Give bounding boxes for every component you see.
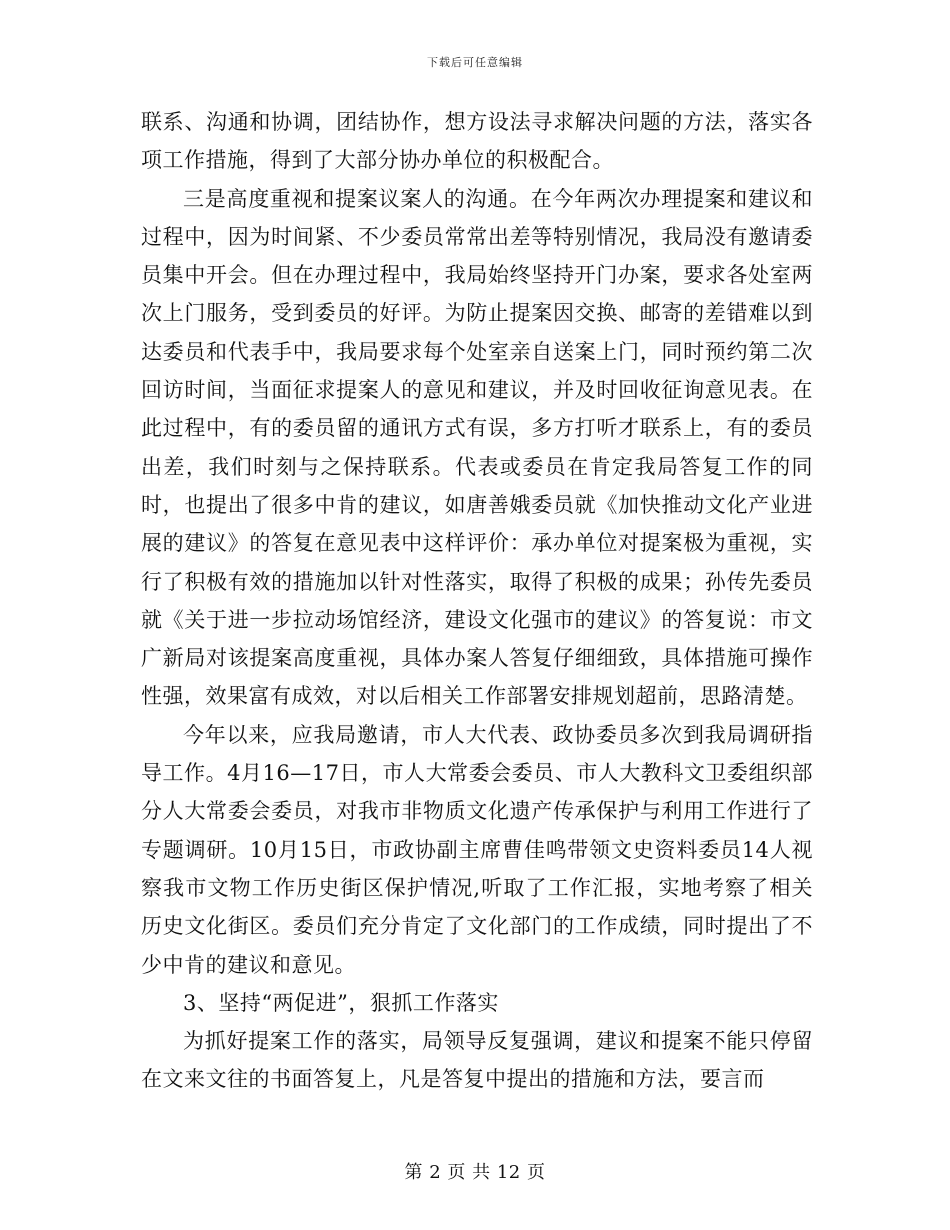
- paragraph-2: 三是高度重视和提案议案人的沟通。在今年两次办理提案和建议和过程中，因为时间紧、不少委员常常出差等特别情况，我局没有邀请委员集中开会。但在办理过程中，我局始终坚持开门办案，要求各处室两次上门服务，受到委员的好评。为防止提案因交换、邮寄的差错难以到达委员和代表手中，我局要求每个处室亲自送案上门，同时预约第二次回访时间，当面征求提案人的意见和建议，并及时回收征询意见表。在此过程中，有的委员留的通讯方式有误，多方打听才联系上，有的委员出差，我们时刻与之保持联系。代表或委员在肯定我局答复工作的同时，也提出了很多中肯的建议，如唐善娥委员就《加快推动文化产业进展的建议》的答复在意见表中这样评价：承办单位对提案极为重视，实行了积极有效的措施加以针对性落实，取得了积极的成果；孙传先委员就《关于进一步拉动场馆经济，建设文化强市的建议》的答复说：市文广新局对该提案高度重视，具体办案人答复仔细细致，具体措施可操作性强，效果富有成效，对以后相关工作部署安排规划超前，思路清楚。: [141, 186, 813, 709]
- paragraph-4: 为抓好提案工作的落实，局领导反复强调，建议和提案不能只停留在文来文往的书面答复上，凡是答复中提出的措施和方法，要言而: [141, 1029, 813, 1092]
- paragraph-1: 联系、沟通和协调，团结协作，想方设法寻求解决问题的方法，落实各项工作措施，得到了大部分协办单位的积极配合。: [141, 110, 813, 173]
- page-header: 下载后可任意编辑: [427, 56, 523, 69]
- paragraph-3: 今年以来，应我局邀请，市人大代表、政协委员多次到我局调研指导工作。4月16—17日，市人大常委会委员、市人大教科文卫委组织部分人大常委会委员，对我市非物质文化遗产传承保护与利用工作进行了专题调研。10月15日，市政协副主席曹佳鸣带领文史资料委员14人视察我市文物工作历史街区保护情况,听取了工作汇报，实地考察了相关历史文化街区。委员们充分肯定了文化部门的工作成绩，同时提出了不少中肯的建议和意见。: [141, 722, 813, 977]
- section-heading: 3、坚持“两促进”，狠抓工作落实: [183, 990, 499, 1015]
- document-body: [141, 103, 813, 1099]
- page-footer: 第 2 页 共 12 页: [404, 1162, 546, 1183]
